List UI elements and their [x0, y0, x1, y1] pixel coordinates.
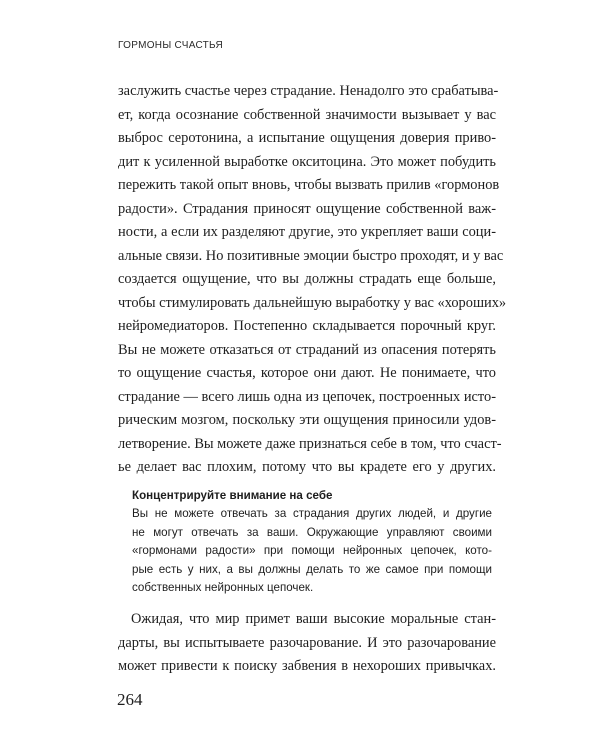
text-line: то ощущение счастья, которое они дают. Не понимаете, что	[118, 365, 496, 381]
sidebar-line: не могут отвечать за ваши. Окружающие управляют своими	[132, 525, 492, 539]
text-line: дит к усиленной выработке окситоцина. Это может побудить	[118, 153, 496, 170]
text-line: страдание — всего лишь одна из цепочек, построенных исто-	[118, 388, 496, 405]
text-line: нейромедиаторов. Постепенно складывается порочный круг.	[118, 318, 496, 334]
running-header: ГОРМОНЫ СЧАСТЬЯ	[118, 40, 223, 51]
text-line: дарты, вы испытываете разочарование. И это разочарование	[118, 634, 496, 651]
closing-paragraph	[118, 608, 496, 679]
text-line: ет, когда осознание собственной значимости вызывает у вас	[118, 106, 496, 123]
sidebar-line: рые есть у них, а вы должны делать то же самое при помощи	[132, 562, 492, 576]
text-line: чтобы стимулировать дальнейшую выработку у вас «хороших»	[118, 294, 507, 311]
text-line: Ожидая, что мир примет ваши высокие моральные стан-	[131, 611, 496, 627]
sidebar-line: собственных нейронных цепочек.	[132, 580, 314, 594]
text-line: альные связи. Но позитивные эмоции быстро проходят, и у вас	[118, 247, 504, 264]
sidebar-box	[132, 487, 492, 597]
text-line: ности, а если их разделяют другие, это укрепляет ваши соци-	[118, 224, 496, 240]
text-line: пережить такой опыт вновь, чтобы вызвать прилив «гормонов	[118, 177, 500, 193]
text-line: радости». Страдания приносят ощущение собственной важ-	[118, 200, 496, 217]
text-line: выброс серотонина, а испытание ощущения доверия приво-	[118, 130, 496, 146]
sidebar-line: «гормонами радости» при помощи нейронных цепочек, кото-	[132, 544, 492, 558]
page-number: 264	[117, 690, 143, 709]
text-line: летворение. Вы можете даже признаться себе в том, что счаст-	[118, 435, 502, 452]
text-line: заслужить счастье через страдание. Ненадолго это срабатыва-	[118, 83, 499, 99]
sidebar-line: Вы не можете отвечать за страдания других людей, и другие	[132, 507, 492, 521]
text-line: ье делает вас плохим, потому что вы крадете его у других.	[118, 459, 496, 475]
text-line: может привести к поиску забвения в нехороших привычках.	[118, 658, 496, 674]
text-line: Вы не можете отказаться от страданий из опасения потерять	[118, 341, 496, 358]
sidebar-title: Концентрируйте внимание на себе	[132, 489, 333, 502]
text-line: рическим мозгом, поскольку эти ощущения приносили удов-	[118, 412, 496, 428]
main-body-text	[118, 80, 507, 480]
text-line: создается ощущение, что вы должны страдать еще больше,	[118, 271, 496, 287]
